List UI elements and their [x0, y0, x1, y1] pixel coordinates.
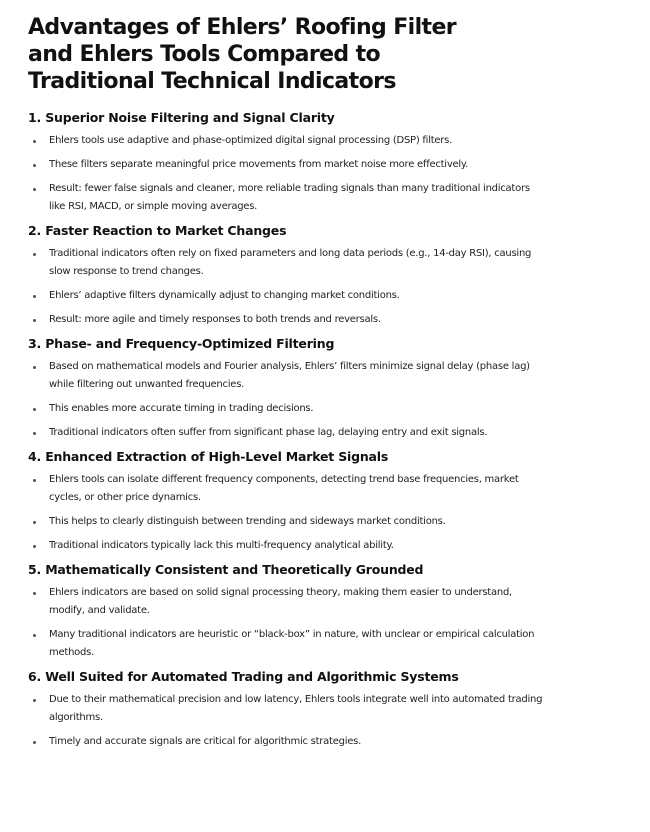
list-item	[28, 180, 544, 216]
list-item-text: Traditional indicators typically lack this multi-frequency analytical ability.	[49, 540, 394, 551]
bullet-icon	[33, 188, 36, 191]
list-item-text: Result: fewer false signals and cleaner, more reliable trading signals than many traditional indicators like RSI, MACD, or simple moving averages.	[49, 183, 530, 212]
list-item	[28, 733, 544, 751]
section-1	[28, 109, 622, 216]
bullet-icon	[33, 408, 36, 411]
list-item	[28, 537, 544, 555]
section-heading: 1. Superior Noise Filtering and Signal Clarity	[28, 110, 335, 125]
list-item	[28, 287, 544, 305]
list-item	[28, 513, 544, 531]
list-item	[28, 156, 544, 174]
list-item	[28, 471, 544, 507]
bullet-icon	[33, 479, 36, 482]
list-item-text: Traditional indicators often suffer from significant phase lag, delaying entry and exit signals.	[49, 427, 488, 438]
bullet-icon	[33, 140, 36, 143]
list-item-text: Result: more agile and timely responses to both trends and reversals.	[49, 314, 381, 325]
list-item	[28, 691, 544, 727]
section-6	[28, 668, 622, 751]
bullet-icon	[33, 545, 36, 548]
list-item-text: Many traditional indicators are heuristic or “black-box” in nature, with unclear or empirical calculation methods.	[49, 629, 535, 658]
bullet-icon	[33, 253, 36, 256]
section-heading: 4. Enhanced Extraction of High-Level Market Signals	[28, 449, 389, 464]
bullet-list	[28, 584, 622, 662]
list-item	[28, 132, 544, 150]
bullet-icon	[33, 699, 36, 702]
section-heading: 5. Mathematically Consistent and Theoretically Grounded	[28, 562, 424, 577]
section-3	[28, 335, 622, 442]
list-item	[28, 311, 544, 329]
list-item-text: Ehlers tools use adaptive and phase-optimized digital signal processing (DSP) filters.	[49, 135, 453, 146]
list-item-text: Timely and accurate signals are critical for algorithmic strategies.	[49, 736, 362, 747]
list-item-text: Due to their mathematical precision and low latency, Ehlers tools integrate well into automated trading algorithms.	[49, 694, 543, 723]
bullet-icon	[33, 521, 36, 524]
section-heading: 6. Well Suited for Automated Trading and Algorithmic Systems	[28, 669, 459, 684]
bullet-list	[28, 132, 622, 216]
section-2	[28, 222, 622, 329]
bullet-icon	[33, 319, 36, 322]
list-item-text: This enables more accurate timing in trading decisions.	[49, 403, 314, 414]
bullet-icon	[33, 295, 36, 298]
bullet-list	[28, 691, 622, 751]
list-item	[28, 424, 544, 442]
section-heading: 2. Faster Reaction to Market Changes	[28, 223, 287, 238]
bullet-icon	[33, 741, 36, 744]
bullet-list	[28, 358, 622, 442]
list-item-text: Based on mathematical models and Fourier analysis, Ehlers’ filters minimize signal delay (phase lag) while filtering out unwanted frequencies.	[49, 361, 530, 390]
list-item-text: Ehlers’ adaptive filters dynamically adjust to changing market conditions.	[49, 290, 400, 301]
list-item-text: Ehlers indicators are based on solid signal processing theory, making them easier to understand, modify, and validate.	[49, 587, 512, 616]
bullet-icon	[33, 164, 36, 167]
bullet-list	[28, 245, 622, 329]
list-item	[28, 584, 544, 620]
list-item-text: This helps to clearly distinguish between trending and sideways market conditions.	[49, 516, 446, 527]
bullet-icon	[33, 592, 36, 595]
bullet-icon	[33, 366, 36, 369]
list-item-text: Ehlers tools can isolate different frequency components, detecting trend base frequencies, market cycles, or other price dynamics.	[49, 474, 519, 503]
bullet-icon	[33, 432, 36, 435]
list-item-text: These filters separate meaningful price movements from market noise more effectively.	[49, 159, 469, 170]
document-title: Advantages of Ehlers’ Roofing Filter and Ehlers Tools Compared to Traditional Technical Indicators	[28, 15, 457, 94]
bullet-list	[28, 471, 622, 555]
list-item	[28, 626, 544, 662]
list-item	[28, 245, 544, 281]
bullet-icon	[33, 634, 36, 637]
section-heading: 3. Phase- and Frequency-Optimized Filtering	[28, 336, 335, 351]
list-item-text: Traditional indicators often rely on fixed parameters and long data periods (e.g., 14-day RSI), causing slow response to trend changes.	[49, 248, 532, 277]
section-4	[28, 448, 622, 555]
list-item	[28, 358, 544, 394]
list-item	[28, 400, 544, 418]
section-5	[28, 561, 622, 662]
